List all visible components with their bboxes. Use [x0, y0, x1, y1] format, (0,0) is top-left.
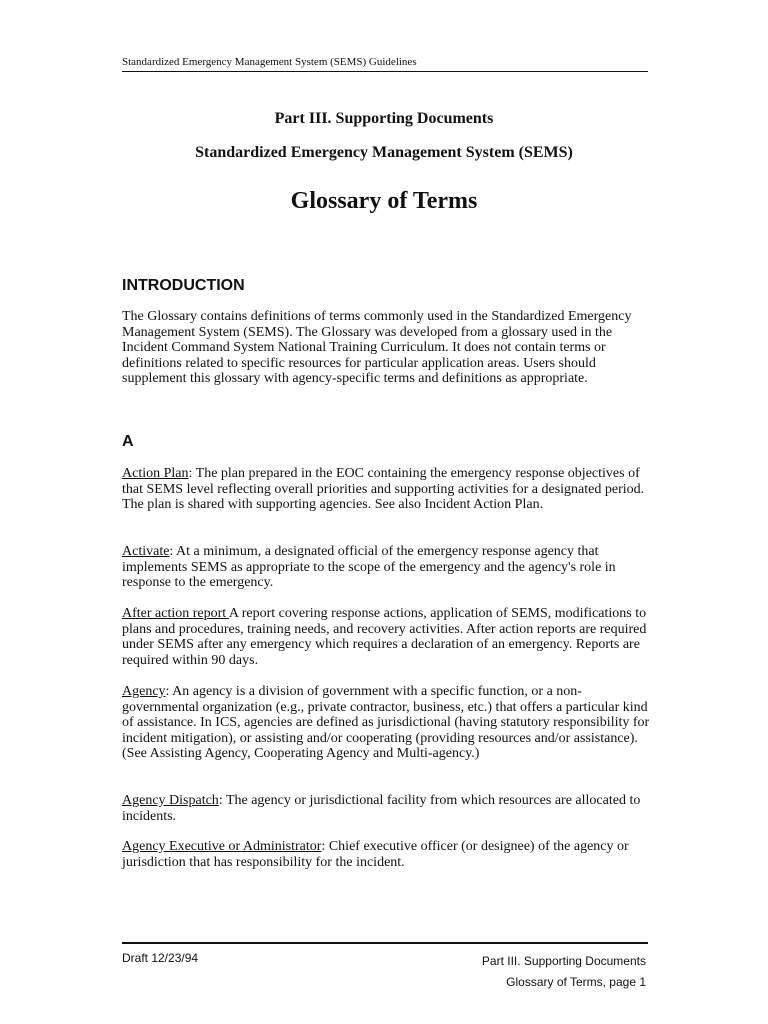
term-separator: : — [321, 839, 329, 854]
running-header: Standardized Emergency Management System (SEMS) Guidelines — [122, 55, 648, 72]
term-separator: : — [188, 466, 196, 481]
footer-page-number: Glossary of Terms, page 1 — [506, 975, 646, 989]
glossary-definition: An agency is a division of government with a specific function, or a non-governmental organization (e.g., private contractor, business, etc.) that offers a particular kind of assistance. In ICS, agencies are defined as jurisdictional (having statutory responsibility for incident mitigation), or assisting and/or cooperating (providing resources and/or assistance). (See Assisting Agency, Cooperating Agency and Multi-agency.) — [122, 684, 650, 761]
introduction-heading: INTRODUCTION — [122, 277, 245, 294]
footer-page-info — [482, 951, 646, 993]
glossary-entry-action-plan — [122, 466, 650, 513]
glossary-definition: A report covering response actions, application of SEMS, modifications to plans and procedures, training needs, and recovery activities. After action reports are required under SEMS after any emergency which requires a declaration of an emergency. Reports are required within 90 days. — [122, 606, 647, 668]
footer-rule — [122, 942, 648, 944]
glossary-term: Action Plan — [122, 466, 189, 481]
glossary-entry-activate — [122, 544, 650, 591]
footer-part: Part III. Supporting Documents — [481, 954, 646, 968]
letter-heading-a: A — [122, 433, 134, 450]
glossary-entry-agency — [122, 684, 650, 762]
system-title: Standardized Emergency Management System (SEMS) — [195, 144, 573, 161]
footer-draft-date: Draft 12/23/94 — [122, 951, 199, 965]
glossary-term: Agency Executive or Administrator — [122, 839, 322, 854]
page-title: Glossary of Terms — [290, 188, 478, 214]
glossary-term: Activate — [122, 544, 170, 559]
part-title: Part III. Supporting Documents — [274, 110, 494, 127]
glossary-entry-agency-executive — [122, 839, 650, 870]
term-separator: : — [218, 793, 226, 808]
glossary-definition: The plan prepared in the EOC containing the emergency response objectives of that SEMS level reflecting overall priorities and supporting activities for a designated period. The plan is shared with supporting agencies. See also Incident Action Plan. — [122, 466, 645, 512]
introduction-text: The Glossary contains definitions of terms commonly used in the Standardized Emergency Management System (SEMS). The Glossary was developed from a glossary used in the Incident Command System National Training Curriculum. It does not contain terms or definitions related to specific resources for particular application areas. Users should supplement this glossary with agency-specific terms and definitions as appropriate. — [122, 309, 632, 386]
term-separator: : — [165, 684, 173, 699]
glossary-entry-after-action-report — [122, 606, 650, 668]
glossary-entry-agency-dispatch — [122, 793, 650, 824]
term-separator: : — [169, 544, 177, 559]
glossary-definition: The agency or jurisdictional facility from which resources are allocated to incidents. — [122, 793, 641, 824]
glossary-definition: At a minimum, a designated official of the emergency response agency that implements SEMS as appropriate to the scope of the emergency and the agency's role in response to the emergency. — [122, 544, 616, 590]
glossary-term: After action report — [122, 606, 229, 621]
glossary-term: Agency Dispatch — [122, 793, 219, 808]
glossary-term: Agency — [122, 684, 166, 699]
glossary-definition: Chief executive officer (or designee) of the agency or jurisdiction that has responsibility for the incident. — [122, 839, 629, 870]
